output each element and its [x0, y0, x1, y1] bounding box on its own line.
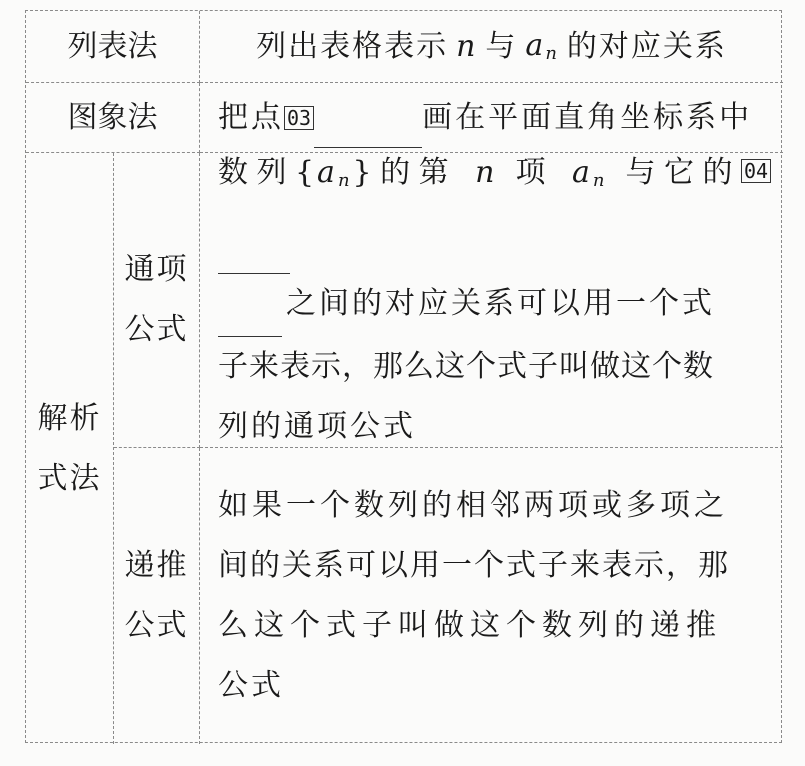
methods-table	[25, 10, 782, 743]
recursive-label-line1: 递推	[124, 548, 189, 583]
graph-desc-pre: 把点	[218, 99, 284, 135]
subscript-n: n	[337, 170, 353, 191]
var-a: a	[317, 155, 338, 190]
general-formula-label	[114, 153, 200, 448]
term-a-n	[572, 155, 607, 190]
subscript-n: n	[592, 170, 608, 191]
var-n: n	[475, 155, 498, 190]
recursive-desc-line2: 间的关系可以用一个式子来表示，那	[218, 548, 730, 583]
general-desc-line2	[218, 274, 771, 337]
general-desc-line4: 列的通项公式	[218, 409, 416, 444]
method-graph-label	[26, 83, 200, 153]
general-desc-line3: 子来表示，那么这个式子叫做这个数	[218, 349, 714, 384]
general-line2-text: 之间的对应关系可以用一个式	[286, 286, 715, 321]
general-seg4: 与它的	[625, 155, 741, 190]
method-list-text: 列表法	[67, 28, 158, 64]
general-label-line1: 通项	[124, 252, 189, 287]
fill-blank-04-a	[218, 213, 290, 274]
recursive-desc-line4: 公式	[218, 668, 284, 703]
general-label-line2: 公式	[124, 312, 189, 347]
recursive-formula-label	[114, 448, 200, 744]
recursive-formula-desc	[200, 448, 783, 744]
var-n: n	[456, 28, 478, 64]
graph-desc-post: 画在平面直角坐标系中	[422, 99, 753, 135]
general-desc-line1	[218, 143, 771, 274]
desc-text-post: 的对应关系	[566, 28, 727, 64]
general-formula-desc	[200, 153, 783, 448]
analytic-label-line2: 式法	[37, 460, 102, 496]
fill-blank-04-b	[218, 276, 282, 337]
desc-text-pre: 列出表格表示	[256, 28, 449, 64]
var-a: a	[571, 155, 593, 190]
method-graph-text: 图象法	[67, 99, 158, 135]
method-list-desc	[200, 11, 783, 83]
subscript-n: n	[545, 43, 559, 65]
recursive-label-line2: 公式	[124, 608, 189, 643]
general-seg2: }的第	[352, 155, 458, 190]
desc-text-mid: 与	[485, 28, 518, 64]
general-seg1: 数列{	[218, 155, 318, 190]
var-a: a	[525, 28, 546, 64]
method-analytic-label	[26, 153, 114, 744]
method-list-label	[26, 11, 200, 83]
recursive-desc-line3: 么这个式子叫做这个数列的递推	[218, 608, 722, 643]
analytic-label-line1: 解析	[37, 400, 102, 436]
blank-number-04: 04	[741, 159, 771, 183]
blank-number-03: 03	[284, 106, 314, 130]
general-seg3: 项	[515, 155, 554, 190]
recursive-desc-line1: 如果一个数列的相邻两项或多项之	[218, 488, 728, 523]
term-a-n	[525, 28, 558, 65]
fill-blank-03	[314, 87, 422, 148]
